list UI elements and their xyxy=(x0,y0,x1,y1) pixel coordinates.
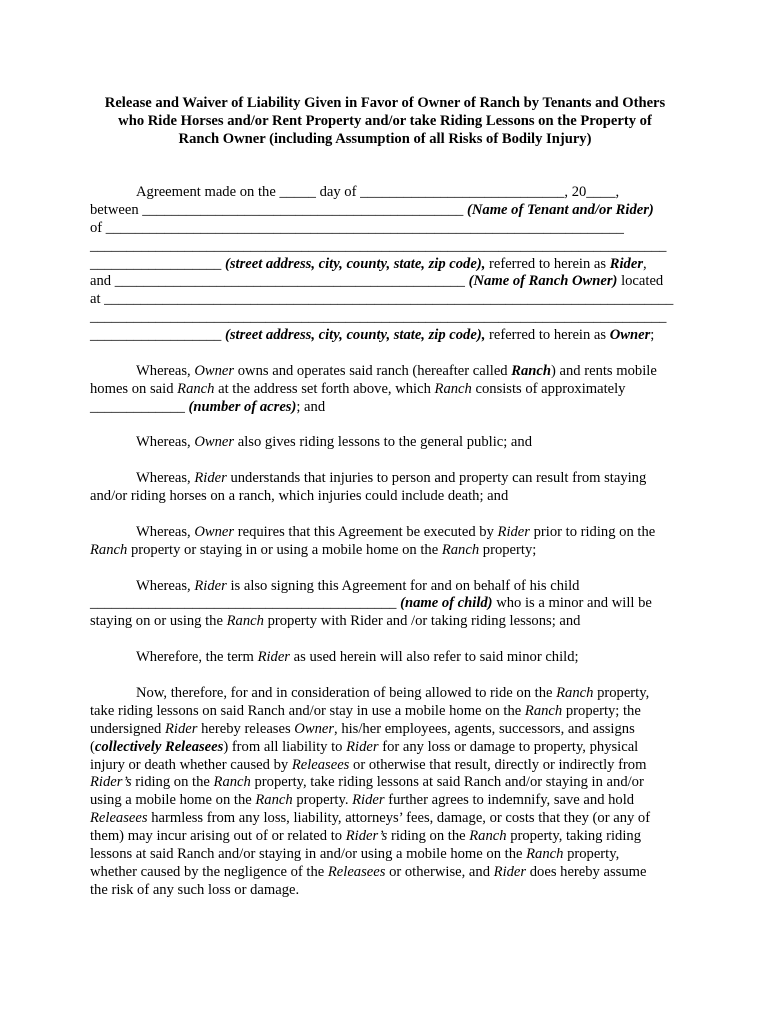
release-paragraph xyxy=(90,685,680,900)
paragraph-line: whether caused by the negligence of the Releasees or otherwise, and Rider does hereby assume xyxy=(90,863,647,880)
whereas-paragraph-5 xyxy=(90,578,680,632)
child-blank: __________________________________________ xyxy=(90,595,397,612)
between-blank: between ____________________________________________ xyxy=(90,201,464,218)
title-line-1: Release and Waiver of Liability Given in Favor of Owner of Ranch by Tenants and Others xyxy=(104,95,666,111)
paragraph-line: _____________ (number of acres); and xyxy=(90,398,326,415)
agreement-line: at ______________________________________________________________________________ xyxy=(90,291,674,308)
wherefore-paragraph xyxy=(90,649,680,667)
paragraph-line: __________________________________________ (name of child) who is a minor and will be xyxy=(90,595,652,612)
paragraph-line: and/or riding horses on a ranch, which injuries could include death; and xyxy=(90,488,509,505)
ranch-owner-label: (Name of Ranch Owner) xyxy=(468,273,618,290)
agreement-line xyxy=(90,273,680,291)
paragraph-line: take riding lessons on said Ranch and/or stay in use a mobile home on the Ranch property; the xyxy=(90,702,641,719)
and-blank: and ________________________________________________ xyxy=(90,273,465,290)
paragraph-line: them) may incur arising out of or related to Rider’s riding on the Ranch property, taking riding xyxy=(90,828,641,845)
document-body xyxy=(90,184,680,900)
collectively-releasees: collectively Releasees xyxy=(94,738,224,755)
paragraph-line: homes on said Ranch at the address set forth above, which Ranch consists of approximately xyxy=(90,380,626,397)
blank: __________________ xyxy=(90,255,222,272)
paragraph-line: Rider’s riding on the Ranch property, take riding lessons at said Ranch and/or staying in and/or xyxy=(90,774,644,791)
paragraph-line: using a mobile home on the Ranch property. Rider further agrees to indemnify, save and hold xyxy=(90,792,635,809)
paragraph-line: Whereas, Rider understands that injuries to person and property can result from staying xyxy=(136,470,647,487)
paragraph-line: Ranch property or staying in or using a mobile home on the Ranch property; xyxy=(90,541,537,558)
paragraph-line: Releasees harmless from any loss, liability, attorneys’ fees, damage, or costs that they (or any of xyxy=(90,810,651,827)
address-label: (street address, city, county, state, zip code), xyxy=(225,327,486,344)
paragraph-line: injury or death whether caused by Releasees or otherwise that result, directly or indirectly from xyxy=(90,756,647,773)
text: located xyxy=(621,273,664,290)
paragraph-line: Whereas, Owner requires that this Agreement be executed by Rider prior to riding on the xyxy=(136,523,656,540)
paragraph-line: Wherefore, the term Rider as used herein will also refer to said minor child; xyxy=(136,649,579,666)
tenant-rider-label: (Name of Tenant and/or Rider) xyxy=(467,201,654,218)
agreement-line: __________________ (street address, city, county, state, zip code), referred to herein as Rider, xyxy=(90,255,647,272)
agreement-line: _______________________________________________________________________________ xyxy=(90,309,667,326)
document-title xyxy=(80,95,690,149)
acres-label: (number of acres) xyxy=(188,398,297,415)
paragraph-line: Whereas, Rider is also signing this Agreement for and on behalf of his child xyxy=(136,577,580,594)
title-line-2: who Ride Horses and/or Rent Property and/or take Riding Lessons on the Property of xyxy=(118,112,652,129)
acres-blank: _____________ xyxy=(90,398,185,415)
blank: __________________ xyxy=(90,327,222,344)
whereas-paragraph-4 xyxy=(90,524,680,560)
whereas-paragraph-2 xyxy=(90,434,680,452)
paragraph-line: Whereas, Owner owns and operates said ranch (hereafter called Ranch) and rents mobile xyxy=(136,362,657,379)
agreement-line: _______________________________________________________________________________ xyxy=(90,237,667,254)
paragraph-line: (collectively Releasees) from all liability to Rider for any loss or damage to property, physical xyxy=(90,738,639,755)
paragraph-line: lessons at said Ranch and/or staying in and/or using a mobile home on the Ranch property, xyxy=(90,845,620,862)
rider-term: Rider xyxy=(609,255,643,272)
whereas-paragraph-1 xyxy=(90,363,680,417)
whereas-paragraph-3 xyxy=(90,470,680,506)
agreement-line xyxy=(90,202,680,220)
owner-term: Owner xyxy=(609,327,651,344)
agreement-paragraph xyxy=(90,184,680,345)
title-line-3: Ranch Owner (including Assumption of all Risks of Bodily Injury) xyxy=(178,130,592,147)
child-label: (name of child) xyxy=(400,595,493,612)
agreement-line: of _______________________________________________________________________ xyxy=(90,219,624,236)
agreement-line: Agreement made on the _____ day of ____________________________, 20____, xyxy=(136,184,620,200)
paragraph-line: staying on or using the Ranch property with Rider and /or taking riding lessons; and xyxy=(90,613,581,630)
address-label: (street address, city, county, state, zip code), xyxy=(225,255,486,272)
text: referred to herein as xyxy=(489,327,607,344)
text: referred to herein as xyxy=(489,255,607,272)
paragraph-line: the risk of any such loss or damage. xyxy=(90,881,300,898)
paragraph-line: undersigned Rider hereby releases Owner, his/her employees, agents, successors, and assigns xyxy=(90,720,635,737)
paragraph-line: Whereas, Owner also gives riding lessons to the general public; and xyxy=(136,434,532,451)
agreement-line: __________________ (street address, city, county, state, zip code), referred to herein as Owner; xyxy=(90,327,655,344)
paragraph-line: Now, therefore, for and in consideration of being allowed to ride on the Ranch property, xyxy=(136,684,650,701)
